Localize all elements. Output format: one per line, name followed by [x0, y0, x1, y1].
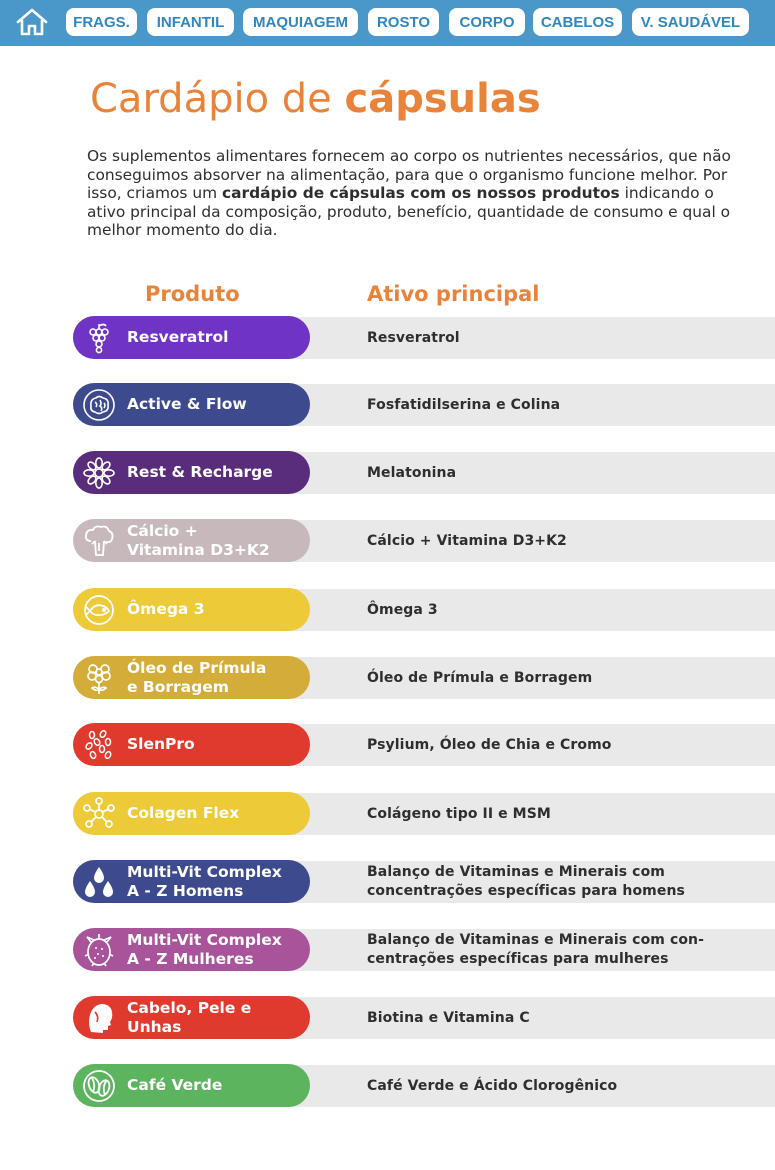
active-ingredient: Fosfatidilserina e Colina	[367, 396, 561, 413]
product-pill[interactable]	[73, 723, 310, 766]
seeds-icon	[81, 727, 117, 763]
page-title	[90, 76, 541, 122]
active-ingredient: Balanço de Vitaminas e Minerais com con- centrações específicas para mulheres	[367, 932, 705, 967]
product-pill[interactable]	[73, 656, 310, 699]
broccoli-icon	[81, 523, 117, 559]
product-row	[0, 656, 775, 700]
nav-frags[interactable]: FRAGS.	[66, 8, 137, 36]
brain-icon	[81, 387, 117, 423]
home-icon	[15, 7, 49, 37]
nav-vida-saudavel[interactable]: V. SAUDÁVEL	[632, 8, 749, 36]
grapes-icon	[81, 320, 117, 356]
dragonfruit-icon	[81, 932, 117, 968]
product-pill[interactable]	[73, 1064, 310, 1107]
product-pill[interactable]	[73, 792, 310, 835]
column-header-produto: Produto	[145, 282, 240, 306]
active-ingredient: Café Verde e Ácido Clorogênico	[367, 1077, 618, 1094]
product-row	[0, 792, 775, 836]
product-row	[0, 383, 775, 427]
product-pill[interactable]	[73, 860, 310, 903]
product-name: SlenPro	[127, 735, 195, 753]
top-nav-bar	[0, 0, 775, 46]
product-row	[0, 928, 775, 972]
active-ingredient: Cálcio + Vitamina D3+K2	[367, 532, 567, 549]
nav-maquiagem[interactable]: MAQUIAGEM	[243, 8, 358, 36]
product-name: Resveratrol	[127, 328, 229, 346]
active-ingredient: Melatonina	[367, 464, 457, 481]
home-button[interactable]	[14, 6, 50, 38]
product-name: Óleo de Prímula e Borragem	[127, 658, 267, 696]
intro-bold: cardápio de cápsulas com os nossos produtos	[221, 184, 620, 202]
nav-infantil[interactable]: INFANTIL	[147, 8, 234, 36]
molecule-icon	[81, 796, 117, 832]
product-row	[0, 723, 775, 767]
flower-icon	[81, 455, 117, 491]
product-pill[interactable]	[73, 316, 310, 359]
title-part1: Cardápio de	[90, 76, 345, 122]
product-pill[interactable]	[73, 451, 310, 494]
active-ingredient: Psylium, Óleo de Chia e Cromo	[367, 736, 612, 753]
title-part2: cápsulas	[344, 76, 541, 122]
product-name: Multi-Vit Complex A - Z Mulheres	[127, 930, 282, 968]
nav-corpo[interactable]: CORPO	[449, 8, 525, 36]
drops-icon	[81, 864, 117, 900]
product-row	[0, 1064, 775, 1108]
intro-text-2: indicando o ativo principal da composição, produto, benefício, quantidade de consumo e qual o melhor momento do dia.	[87, 184, 731, 239]
nav-cabelos[interactable]: CABELOS	[533, 8, 622, 36]
active-ingredient: Ômega 3	[367, 601, 438, 618]
product-name: Ômega 3	[127, 600, 205, 618]
product-pill[interactable]	[73, 519, 310, 562]
profile-icon	[81, 1000, 117, 1036]
column-header-ativo: Ativo principal	[367, 282, 540, 306]
product-name: Colagen Flex	[127, 804, 240, 822]
product-row	[0, 316, 775, 360]
product-name: Multi-Vit Complex A - Z Homens	[127, 862, 282, 900]
product-name: Cabelo, Pele e Unhas	[127, 998, 252, 1036]
product-row	[0, 996, 775, 1040]
product-row	[0, 588, 775, 632]
product-name: Active & Flow	[127, 395, 247, 413]
product-row	[0, 519, 775, 563]
product-pill[interactable]	[73, 928, 310, 971]
product-pill[interactable]	[73, 383, 310, 426]
product-name: Cálcio + Vitamina D3+K2	[127, 521, 270, 559]
active-ingredient: Colágeno tipo II e MSM	[367, 805, 551, 822]
coffee-bean-icon	[81, 1068, 117, 1104]
active-ingredient: Balanço de Vitaminas e Minerais com concentrações específicas para homens	[367, 864, 685, 899]
product-pill[interactable]	[73, 588, 310, 631]
nav-rosto[interactable]: ROSTO	[368, 8, 439, 36]
product-pill[interactable]	[73, 996, 310, 1039]
active-ingredient: Biotina e Vitamina C	[367, 1009, 530, 1026]
active-ingredient: Óleo de Prímula e Borragem	[367, 669, 593, 686]
primrose-icon	[81, 660, 117, 696]
product-name: Rest & Recharge	[127, 463, 273, 481]
product-row	[0, 451, 775, 495]
product-name: Café Verde	[127, 1076, 223, 1094]
fish-icon	[81, 592, 117, 628]
active-ingredient: Resveratrol	[367, 329, 460, 346]
product-row	[0, 860, 775, 904]
intro-text-1: Os suplementos alimentares fornecem ao corpo os nutrientes necessários, que não conseguimos absorver na alimentação, para que o organismo funcione melhor. Por isso, criamos um	[87, 147, 731, 202]
intro-paragraph	[87, 147, 737, 240]
